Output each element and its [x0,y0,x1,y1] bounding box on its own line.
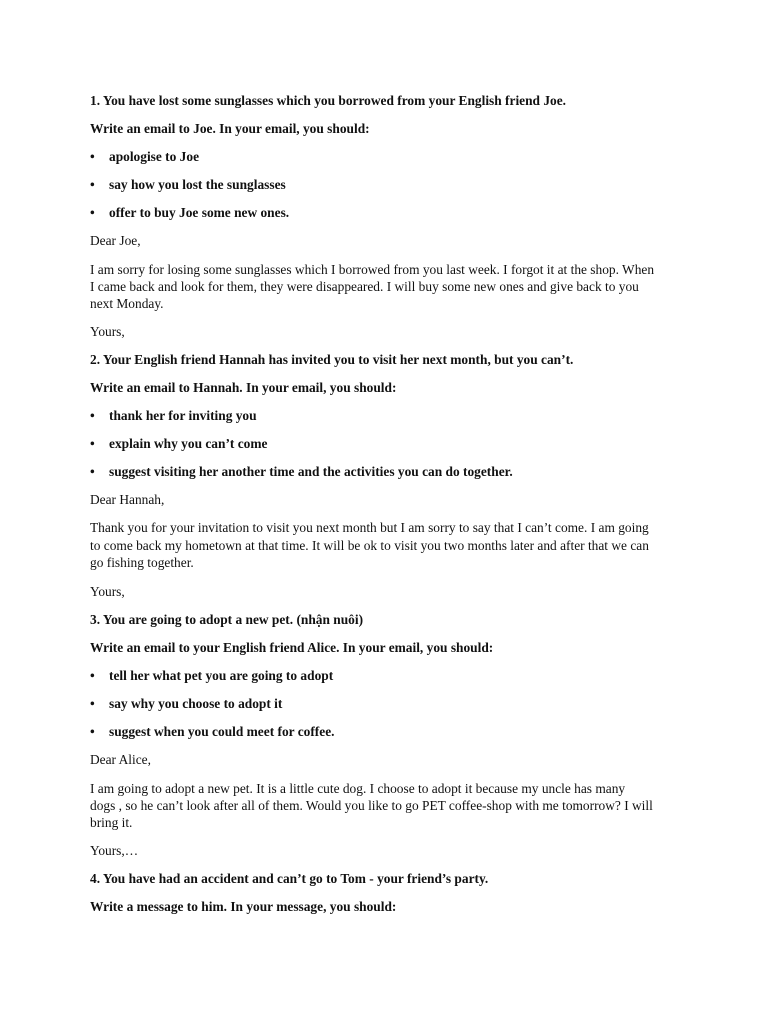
q3-body-line-3: bring it. [90,815,133,830]
q2-closing: Yours, [90,584,125,599]
q3-bullet-1: • tell her what pet you are going to adopt [90,668,334,683]
bullet-icon: • [90,205,95,220]
q3-bullet-3: • suggest when you could meet for coffee. [90,724,335,739]
q1-body-line-3: next Monday. [90,296,164,311]
q3-greeting: Dear Alice, [90,752,151,767]
q2-body-line-1: Thank you for your invitation to visit you next month but I am sorry to say that I can’t come. I am going [90,520,649,535]
q2-title: 2. Your English friend Hannah has invited you to visit her next month, but you can’t. [90,352,574,367]
q2-body-line-3: go fishing together. [90,555,194,570]
bullet-icon: • [90,436,95,451]
q3-body-line-1: I am going to adopt a new pet. It is a little cute dog. I choose to adopt it because my uncle has many [90,781,626,796]
q1-greeting: Dear Joe, [90,233,141,248]
q1-body-line-2: I came back and look for them, they were disappeared. I will buy some new ones and give back to you [90,279,639,294]
bullet-icon: • [90,408,95,423]
q4-instruction: Write a message to him. In your message, you should: [90,899,397,914]
q4-title: 4. You have had an accident and can’t go to Tom - your friend’s party. [90,871,489,886]
q3-title: 3. You are going to adopt a new pet. (nhận nuôi) [90,612,364,627]
bullet-icon: • [90,696,95,711]
q2-body-line-2: to come back my hometown at that time. It will be ok to visit you two months later and after that we can [90,538,649,553]
bullet-icon: • [90,724,95,739]
q1-bullet-1: • apologise to Joe [90,149,200,164]
q3-bullet-2: • say why you choose to adopt it [90,696,283,711]
q1-title: 1. You have lost some sunglasses which you borrowed from your English friend Joe. [90,93,567,108]
q1-closing: Yours, [90,324,125,339]
q2-bullet-1: • thank her for inviting you [90,408,257,423]
bullet-icon: • [90,668,95,683]
q2-bullet-2: • explain why you can’t come [90,436,268,451]
q2-bullet-3: • suggest visiting her another time and the activities you can do together. [90,464,513,479]
q3-instruction: Write an email to your English friend Alice. In your email, you should: [90,640,494,655]
q2-greeting: Dear Hannah, [90,492,165,507]
bullet-icon: • [90,149,95,164]
q3-closing: Yours,… [90,843,139,858]
q2-instruction: Write an email to Hannah. In your email, you should: [90,380,397,395]
q1-bullet-3: • offer to buy Joe some new ones. [90,205,290,220]
q3-body-line-2: dogs , so he can’t look after all of them. Would you like to go PET coffee-shop with me tomorrow? I will [90,798,653,813]
q1-instruction: Write an email to Joe. In your email, you should: [90,121,370,136]
bullet-icon: • [90,177,95,192]
q1-body-line-1: I am sorry for losing some sunglasses which I borrowed from you last week. I forgot it at the shop. When [90,262,655,277]
bullet-icon: • [90,464,95,479]
q1-bullet-2: • say how you lost the sunglasses [90,177,286,192]
